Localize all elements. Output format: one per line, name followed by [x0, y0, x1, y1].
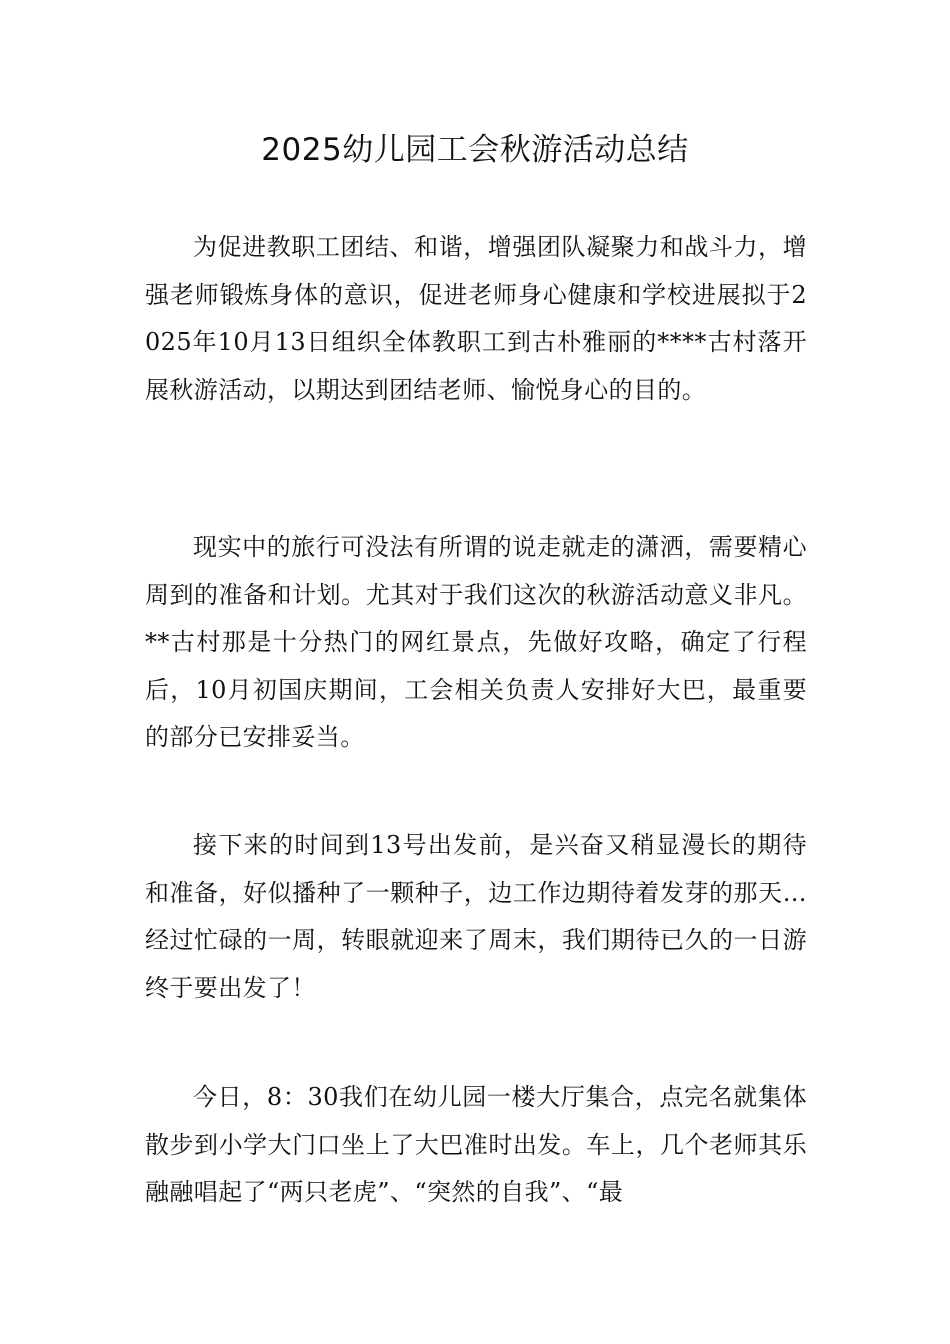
- paragraph-4: 今日，8：30我们在幼儿园一楼大厅集合，点完名就集体散步到小学大门口坐上了大巴准时出发。车上，几个老师其乐融融唱起了“两只老虎”、“突然的自我”、“最: [145, 1083, 807, 1206]
- paragraph-1: 为促进教职工团结、和谐，增强团队凝聚力和战斗力，增强老师锻炼身体的意识，促进老师身心健康和学校进展拟于2025年10月13日组织全体教职工到古朴雅丽的****古村落开展秋游活动，以期达到团结老师、愉悦身心的目的。: [145, 233, 807, 404]
- paragraph-3: 接下来的时间到13号出发前，是兴奋又稍显漫长的期待和准备，好似播种了一颗种子，边工作边期待着发芽的那天…经过忙碌的一周，转眼就迎来了周末，我们期待已久的一日游终于要出发了！: [145, 831, 807, 1002]
- document-title: 2025幼儿园工会秋游活动总结: [261, 132, 689, 168]
- paragraph-2: 现实中的旅行可没法有所谓的说走就走的潇洒，需要精心周到的准备和计划。尤其对于我们这次的秋游活动意义非凡。**古村那是十分热门的网红景点，先做好攻略，确定了行程后，10月初国庆期间，工会相关负责人安排好大巴，最重要的部分已安排妥当。: [145, 533, 807, 751]
